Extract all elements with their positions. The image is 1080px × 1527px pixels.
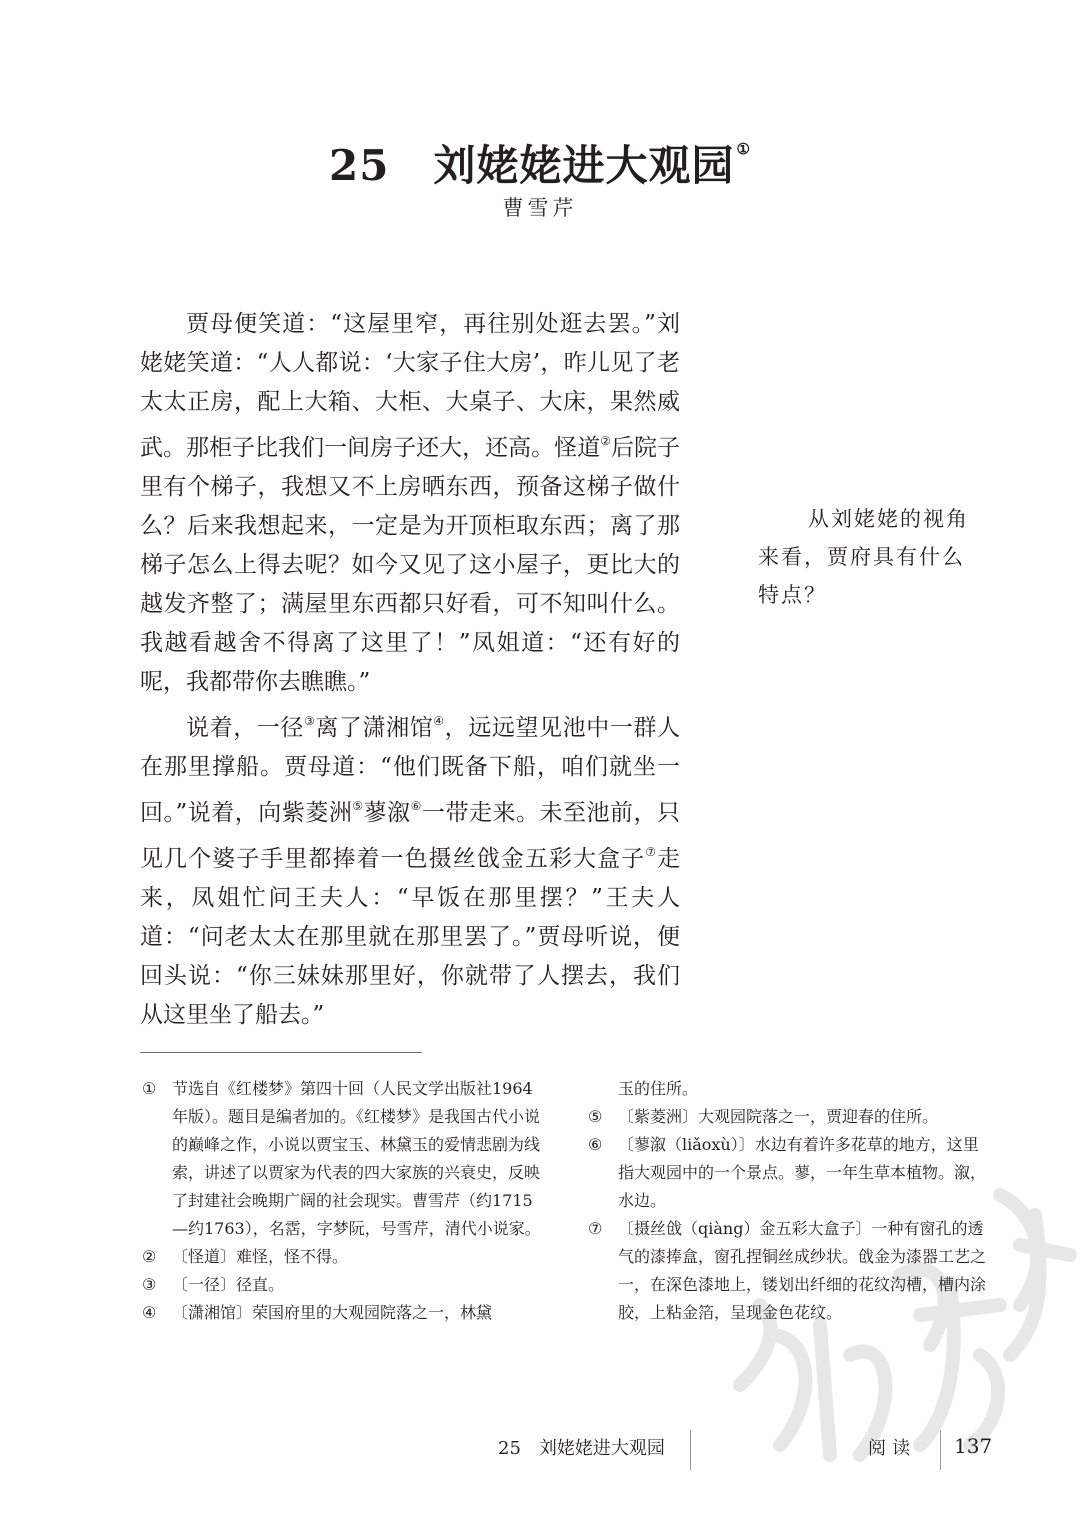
footnote-text: 〔一径〕径直。 xyxy=(172,1275,285,1294)
footnote-reference: ⑦ xyxy=(645,845,658,859)
footnote-continuation xyxy=(586,1075,990,1103)
title-footnote-mark: ① xyxy=(736,140,751,159)
footnote-reference: ⑤ xyxy=(352,799,364,813)
footnote-text: 〔摄丝戗（qiàng）金五彩大盒子〕一种有窗孔的透气的漆捧盒，窗孔捏铜丝成纱状。戗金为漆器工艺之一，在深色漆地上，镂划出纤细的花纹沟槽，槽内涂胶，上粘金箔，呈现金色花纹。 xyxy=(618,1219,987,1322)
side-note-line: 从刘姥姥的视角 xyxy=(808,507,969,531)
footnote-mark: ⑥ xyxy=(588,1135,603,1154)
footnote-mark: ⑤ xyxy=(588,1107,603,1126)
text-run: 离了潇湘馆 xyxy=(315,715,434,741)
footnote-reference: ④ xyxy=(433,714,445,728)
footnote-divider xyxy=(140,1052,422,1053)
paragraph xyxy=(140,702,680,1035)
lesson-number: 25 xyxy=(329,141,390,191)
side-note-line: 特点？ xyxy=(758,583,827,607)
footnote xyxy=(140,1075,545,1243)
paragraph xyxy=(140,305,680,702)
footnote-text: 〔紫菱洲〕大观园院落之一，贾迎春的住所。 xyxy=(618,1107,939,1126)
footnote-reference: ② xyxy=(600,434,611,448)
side-note xyxy=(758,500,990,614)
footnote-mark: ③ xyxy=(142,1275,157,1294)
footer-divider xyxy=(690,1430,691,1470)
footnote-mark: ② xyxy=(142,1247,157,1266)
footnote xyxy=(586,1103,990,1131)
footnote-text: 玉的住所。 xyxy=(618,1079,699,1098)
footnote xyxy=(140,1299,545,1327)
footnote-reference: ⑥ xyxy=(410,799,422,813)
footnote xyxy=(140,1243,545,1271)
text-run: 蓼溆 xyxy=(363,800,411,826)
footnote-text: 节选自《红楼梦》第四十回（人民文学出版社1964年版）。题目是编者加的。《红楼梦》是我国古代小说的巅峰之作，小说以贾宝玉、林黛玉的爱情悲剧为线索，讲述了以贾家为代表的四大家族的兴衰史，反映了封建社会晚期广阔的社会现实。曹雪芹（约1715—约1763），名霑，字梦阮，号雪芹，清代小说家。 xyxy=(172,1079,541,1238)
footnote-text: 〔蓼溆（liǎoxù）〕水边有着许多花草的地方，这里指大观园中的一个景点。蓼，一年生草本植物。溆，水边。 xyxy=(618,1135,987,1210)
page-title xyxy=(0,133,1080,193)
footnotes-left xyxy=(140,1075,545,1327)
main-text xyxy=(140,305,680,1035)
lesson-title: 刘姥姥进大观园 xyxy=(433,141,735,191)
footnote-mark: ① xyxy=(142,1079,157,1098)
page-number: 137 xyxy=(954,1434,993,1458)
footer-section: 阅读 xyxy=(868,1438,916,1459)
author: 曹雪芹 xyxy=(502,196,578,220)
text-run: 走来，凤姐忙问王夫人：“早饭在那里摆？”王夫人道：“问老太太在那里就在那里罢了。”贾母听说，便回头说：“你三妹妹那里好，你就带了人摆去，我们从这里坐了船去。” xyxy=(140,846,681,1028)
text-run: ，远远望见池中一群人在那里撑船。贾母道：“他们既备下船，咱们就坐一回。”说着，向紫菱洲 xyxy=(140,715,680,826)
footnote-reference: ③ xyxy=(303,714,316,728)
footnote-text: 〔怪道〕难怪，怪不得。 xyxy=(172,1247,349,1266)
text-run: 一带走来。未至池前，只见几个婆子手里都捧着一色摄丝戗金五彩大盒子 xyxy=(140,800,681,872)
footnote-mark: ⑦ xyxy=(588,1219,603,1238)
footer-divider xyxy=(940,1430,941,1470)
footnote-mark: ④ xyxy=(142,1303,157,1322)
text-run: 说着，一径 xyxy=(186,715,304,741)
footer-chapter: 25 刘姥姥进大观园 xyxy=(498,1438,665,1459)
text-run: 贾母便笑道：“这屋里窄，再往别处逛去罢。”刘姥姥笑道：“人人都说：‘大家子住大房’，昨儿见了老太太正房，配上大箱、大柜、大桌子、大床，果然威武。那柜子比我们一间房子还大，还高。怪道 xyxy=(140,311,680,461)
footnote-text: 〔潇湘馆〕荣国府里的大观园院落之一，林黛 xyxy=(172,1303,493,1322)
footnote xyxy=(140,1271,545,1299)
side-note-line: 来看，贾府具有什么 xyxy=(758,545,965,569)
text-run: 后院子里有个梯子，我想又不上房晒东西，预备这梯子做什么？后来我想起来，一定是为开顶柜取东西；离了那梯子怎么上得去呢？如今又见了这小屋子，更比大的越发齐整了；满屋里东西都只好看，可不知叫什么。我越看越舍不得离了这里了！”凤姐道：“还有好的呢，我都带你去瞧瞧。” xyxy=(140,435,681,695)
